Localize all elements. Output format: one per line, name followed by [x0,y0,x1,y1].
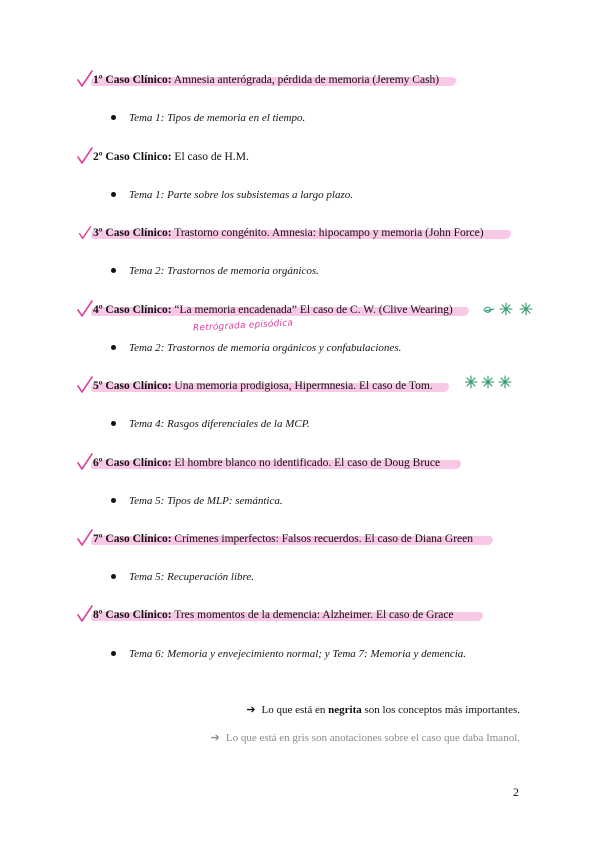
gray-legend-note [211,731,520,745]
star-doodles-icon [465,375,513,391]
topic-text: Tema 5: Recuperación libre. [129,571,255,583]
note-text: Lo que está en [261,704,329,716]
case-label: 5º Caso Clínico: [93,380,172,392]
case-title: Crímenes imperfectos: Falsos recuerdos. El caso de Diana Green [171,533,474,545]
note-text: Lo que está en gris son anotaciones sobre el caso que daba Imanol. [225,732,520,744]
case-label: 6º Caso Clínico: [93,457,172,469]
case-label: 8º Caso Clínico: [93,609,172,621]
case-title: Trastorno congénito. Amnesia: hipocampo y memoria (John Force) [171,227,484,239]
case-heading-6 [93,455,440,471]
topic-text: Tema 4: Rasgos diferenciales de la MCP. [129,418,310,430]
case-title: Tres momentos de la demencia: Alzheimer. El caso de Grace [171,609,454,621]
bullet-icon [111,192,116,197]
case-heading-8 [93,607,454,623]
case-heading-4 [93,302,453,318]
bullet-icon [111,421,116,426]
checkmark-icon [77,70,93,88]
checkmark-icon [77,529,93,547]
topic-text: Tema 2: Trastornos de memoria orgánicos y confabulaciones. [129,342,402,354]
topic-item [111,188,353,202]
topic-item [111,494,283,508]
bold-legend-note [246,703,520,717]
star-doodles-icon [482,302,540,318]
case-title: El hombre blanco no identificado. El caso de Doug Bruce [171,457,441,469]
handwritten-note: Retrógrada episódica [192,318,294,334]
topic-item [111,570,254,584]
case-title: Una memoria prodigiosa, Hipermnesia. El caso de Tom. [171,380,433,392]
bullet-icon [111,345,116,350]
case-heading-7 [93,531,473,547]
checkmark-icon [77,453,93,471]
arrow-right-icon: ➔ [210,732,220,744]
checkmark-icon [78,226,94,244]
page-number: 2 [513,785,519,799]
case-label: 4º Caso Clínico: [93,304,172,316]
topic-text: Tema 2: Trastornos de memoria orgánicos. [129,265,319,277]
topic-item [111,111,305,125]
topic-item [111,341,401,355]
case-title: Amnesia anterógrada, pérdida de memoria (Jeremy Cash) [171,74,440,86]
note-text: son los conceptos más importantes. [361,704,520,716]
topic-item [111,264,319,278]
case-label: 7º Caso Clínico: [93,533,172,545]
case-heading-2 [93,149,249,165]
bullet-icon [111,651,116,656]
case-heading-1 [93,72,439,88]
bullet-icon [111,115,116,120]
checkmark-icon [77,376,93,394]
case-label: 3º Caso Clínico: [93,227,172,239]
topic-text: Tema 1: Tipos de memoria en el tiempo. [129,112,306,124]
bullet-icon [111,574,116,579]
topic-text: Tema 5: Tipos de MLP: semántica. [129,495,283,507]
topic-text: Tema 1: Parte sobre los subsistemas a largo plazo. [129,189,353,201]
topic-text: Tema 6: Memoria y envejecimiento normal; y Tema 7: Memoria y demencia. [129,648,467,660]
checkmark-icon [77,605,93,623]
case-label: 1º Caso Clínico: [93,74,172,86]
case-heading-3 [93,225,484,241]
checkmark-icon [77,300,93,318]
case-label: 2º Caso Clínico: [93,151,172,163]
bullet-icon [111,268,116,273]
note-bold-word: negrita [328,704,362,716]
checkmark-icon [77,147,93,165]
case-title: “La memoria encadenada” El caso de C. W. (Clive Wearing) [171,304,453,316]
case-heading-5 [93,378,433,394]
arrow-right-icon: ➔ [246,704,256,716]
topic-item [111,647,466,661]
case-title: El caso de H.M. [171,151,249,163]
topic-item [111,417,310,431]
bullet-icon [111,498,116,503]
